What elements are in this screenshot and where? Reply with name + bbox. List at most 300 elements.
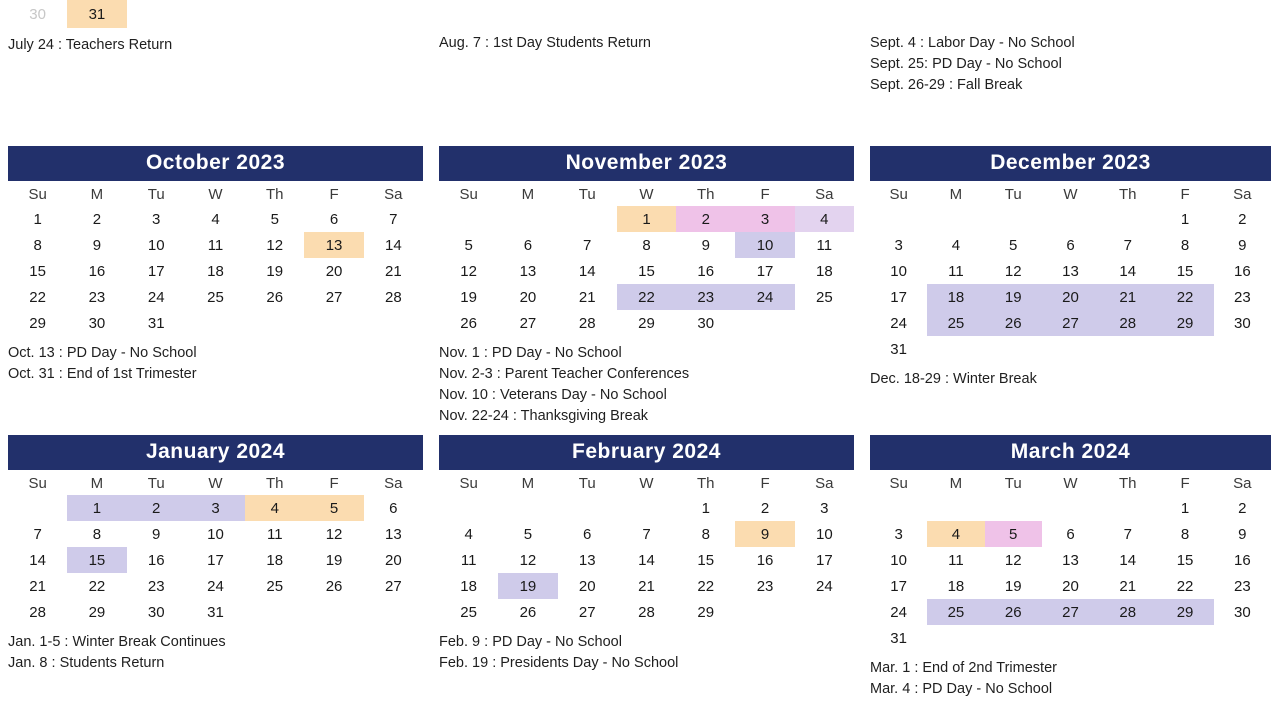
- weekday-header: M: [949, 186, 963, 203]
- day-cell[interactable]: 5: [270, 210, 279, 228]
- day-cell[interactable]: 28: [1099, 310, 1156, 336]
- month-notes: [8, 632, 423, 674]
- day-cell[interactable]: 28: [578, 314, 596, 332]
- day-cell[interactable]: 7: [33, 525, 42, 543]
- day-cell[interactable]: 1: [617, 206, 676, 232]
- day-cell[interactable]: 26: [325, 577, 343, 595]
- day-cell[interactable]: 18: [816, 262, 833, 280]
- day-cell[interactable]: 2: [676, 206, 735, 232]
- day-cell: [1042, 336, 1099, 362]
- day-cell[interactable]: 26: [985, 599, 1042, 625]
- day-cell[interactable]: 1: [33, 210, 42, 228]
- week-row: [870, 573, 1271, 599]
- day-cell[interactable]: 9: [701, 236, 710, 254]
- day-cell[interactable]: 29: [638, 314, 655, 332]
- day-cell[interactable]: 20: [325, 262, 343, 280]
- day-cell[interactable]: 20: [385, 551, 402, 569]
- day-cell[interactable]: 6: [1066, 236, 1075, 254]
- day-cell[interactable]: 27: [1042, 599, 1099, 625]
- day-cell[interactable]: 23: [756, 577, 774, 595]
- week-row: [8, 573, 423, 599]
- day-cell[interactable]: 5: [1009, 236, 1018, 254]
- day-cell[interactable]: 2: [760, 499, 770, 517]
- day-cell[interactable]: 19: [325, 551, 343, 569]
- day-cell[interactable]: 25: [927, 599, 984, 625]
- day-cell[interactable]: 23: [676, 284, 735, 310]
- day-cell[interactable]: 8: [701, 525, 710, 543]
- day-cell[interactable]: 4: [211, 210, 220, 228]
- day-cell[interactable]: 6: [523, 236, 533, 254]
- day-cell[interactable]: 6: [389, 499, 398, 517]
- month-title: December 2023: [870, 146, 1271, 181]
- day-cell[interactable]: 9: [1238, 236, 1247, 254]
- day-cell[interactable]: 27: [1042, 310, 1099, 336]
- weekday-header: Th: [1119, 475, 1137, 492]
- week-row: [439, 258, 854, 284]
- week-row: [870, 258, 1271, 284]
- day-cell[interactable]: 11: [948, 551, 964, 569]
- day-cell: [1042, 625, 1099, 651]
- day-cell[interactable]: 13: [519, 262, 537, 280]
- day-cell[interactable]: 14: [385, 236, 402, 254]
- day-cell[interactable]: 29: [29, 314, 46, 332]
- day-cell[interactable]: 31: [207, 603, 224, 621]
- day-cell[interactable]: 18: [266, 551, 284, 569]
- day-cell: [985, 206, 1042, 232]
- day-cell[interactable]: 9: [152, 525, 161, 543]
- day-cell[interactable]: 16: [147, 551, 165, 569]
- day-cell[interactable]: 3: [820, 499, 829, 517]
- day-cell[interactable]: 1: [1180, 210, 1190, 228]
- week-row: [870, 521, 1271, 547]
- day-cell[interactable]: 16: [1234, 551, 1251, 569]
- month-january-2024: [0, 435, 431, 708]
- day-cell[interactable]: 3: [152, 210, 161, 228]
- day-cell[interactable]: 24: [207, 577, 224, 595]
- day-cell[interactable]: 19: [266, 262, 284, 280]
- day-cell[interactable]: 4: [927, 521, 984, 547]
- day-cell[interactable]: 25: [207, 288, 224, 306]
- day-cell: [795, 599, 854, 625]
- week-row: [439, 599, 854, 625]
- day-cell[interactable]: 17: [207, 551, 224, 569]
- day-cell: [927, 336, 984, 362]
- day-cell[interactable]: 25: [816, 288, 833, 306]
- day-cell[interactable]: 12: [460, 262, 477, 280]
- day-cell[interactable]: 3: [894, 525, 903, 543]
- day-cell[interactable]: 4: [245, 495, 304, 521]
- month-table: [439, 470, 854, 625]
- day-cell[interactable]: 6: [1066, 525, 1075, 543]
- day-cell[interactable]: 4: [464, 525, 473, 543]
- day-cell[interactable]: 16: [756, 551, 774, 569]
- day-cell[interactable]: 20: [1062, 577, 1079, 595]
- day-cell[interactable]: 12: [1004, 262, 1022, 280]
- day-cell[interactable]: 7: [389, 210, 398, 228]
- day-cell[interactable]: 28: [638, 603, 655, 621]
- day-cell[interactable]: 21: [638, 577, 655, 595]
- august-notes: [439, 33, 854, 54]
- weekday-header: Su: [28, 475, 47, 492]
- day-cell[interactable]: 31: [890, 340, 907, 358]
- day-cell[interactable]: 10: [890, 262, 907, 280]
- day-cell[interactable]: 4: [951, 236, 961, 254]
- month-november-2023: [431, 146, 862, 435]
- day-cell[interactable]: 15: [29, 262, 46, 280]
- day-cell[interactable]: 25: [927, 310, 984, 336]
- note-line: Jan. 8 : Students Return: [8, 655, 165, 671]
- day-cell[interactable]: 2: [1238, 499, 1247, 517]
- week-row: [870, 625, 1271, 651]
- day-cell[interactable]: 13: [578, 551, 596, 569]
- day-cell[interactable]: 30: [29, 5, 46, 23]
- day-cell[interactable]: 7: [1123, 525, 1132, 543]
- weekday-header: Th: [697, 475, 715, 492]
- week-row: [439, 232, 854, 258]
- july-last-week: [8, 0, 423, 28]
- day-cell[interactable]: 13: [385, 525, 402, 543]
- day-cell[interactable]: 2: [92, 210, 102, 228]
- day-cell[interactable]: 13: [1062, 551, 1079, 569]
- weekday-header: Sa: [384, 475, 403, 492]
- week-row: [439, 521, 854, 547]
- day-cell[interactable]: 17: [147, 262, 165, 280]
- day-cell: [927, 625, 984, 651]
- day-cell[interactable]: 21: [1099, 284, 1156, 310]
- week-row: [8, 258, 423, 284]
- month-title: February 2024: [439, 435, 854, 470]
- day-cell: [558, 206, 617, 232]
- day-cell[interactable]: 21: [29, 577, 46, 595]
- weekday-header: Th: [266, 186, 284, 203]
- day-cell: [985, 495, 1042, 521]
- day-cell[interactable]: 27: [578, 603, 596, 621]
- day-cell[interactable]: [1156, 495, 1213, 521]
- day-cell[interactable]: 21: [578, 288, 596, 306]
- day-cell[interactable]: 9: [735, 521, 794, 547]
- day-cell[interactable]: 2: [127, 495, 186, 521]
- day-cell[interactable]: 23: [88, 288, 106, 306]
- day-cell[interactable]: 4: [795, 206, 854, 232]
- day-cell[interactable]: 8: [33, 236, 42, 254]
- day-cell[interactable]: 17: [890, 288, 907, 306]
- day-cell[interactable]: 17: [890, 577, 907, 595]
- month-title: January 2024: [8, 435, 423, 470]
- note-line: Jan. 1-5 : Winter Break Continues: [8, 634, 226, 650]
- weekday-header: F: [329, 475, 339, 492]
- weekday-header: M: [90, 186, 104, 203]
- day-cell[interactable]: 1: [701, 499, 710, 517]
- day-cell: [304, 0, 363, 28]
- day-cell[interactable]: 22: [1176, 577, 1194, 595]
- day-cell[interactable]: 10: [816, 525, 833, 543]
- day-cell: [186, 310, 245, 336]
- day-cell[interactable]: 28: [29, 603, 46, 621]
- day-cell[interactable]: 14: [578, 262, 596, 280]
- top-partial-september: [862, 0, 1279, 96]
- day-cell[interactable]: 15: [638, 262, 655, 280]
- day-cell[interactable]: 29: [697, 603, 715, 621]
- day-cell[interactable]: 19: [1004, 577, 1022, 595]
- day-cell[interactable]: 10: [207, 525, 224, 543]
- week-row: [8, 310, 423, 336]
- week-row: [870, 336, 1271, 362]
- day-cell: [795, 310, 854, 336]
- day-cell[interactable]: 30: [1234, 603, 1251, 621]
- week-row: [870, 310, 1271, 336]
- day-cell[interactable]: 20: [1042, 284, 1099, 310]
- week-row: [870, 206, 1271, 232]
- day-cell[interactable]: 18: [460, 577, 477, 595]
- day-cell[interactable]: 11: [266, 525, 283, 543]
- day-cell[interactable]: 30: [1234, 314, 1251, 332]
- week-row: [439, 284, 854, 310]
- week-row: [870, 599, 1271, 625]
- day-cell[interactable]: 16: [697, 262, 715, 280]
- week-row: [8, 284, 423, 310]
- july-notes: [8, 35, 423, 56]
- month-table: [439, 181, 854, 336]
- weekday-header: W: [639, 186, 654, 203]
- day-number: 1: [1180, 499, 1190, 517]
- day-cell[interactable]: 18: [927, 284, 984, 310]
- day-cell: [1099, 336, 1156, 362]
- day-cell[interactable]: 23: [147, 577, 165, 595]
- note-line: Feb. 9 : PD Day - No School: [439, 634, 622, 650]
- month-december-2023: [862, 146, 1279, 435]
- month-notes: [8, 343, 423, 385]
- day-cell[interactable]: 6: [329, 210, 339, 228]
- day-cell[interactable]: 17: [816, 551, 833, 569]
- top-partial-august: [431, 0, 862, 96]
- note-line: Feb. 19 : Presidents Day - No School: [439, 655, 679, 671]
- day-cell[interactable]: 15: [1176, 262, 1194, 280]
- day-cell[interactable]: 14: [1119, 551, 1137, 569]
- day-cell[interactable]: 27: [385, 577, 402, 595]
- day-cell[interactable]: 26: [519, 603, 537, 621]
- day-cell[interactable]: 14: [638, 551, 655, 569]
- day-cell[interactable]: 10: [147, 236, 165, 254]
- day-cell[interactable]: 19: [985, 284, 1042, 310]
- day-cell[interactable]: 5: [523, 525, 533, 543]
- day-cell[interactable]: 7: [642, 525, 651, 543]
- day-cell[interactable]: 21: [385, 262, 402, 280]
- weekday-header: F: [1180, 186, 1190, 203]
- weekday-header: Th: [266, 475, 284, 492]
- week-row: [439, 310, 854, 336]
- day-cell: [1156, 625, 1213, 651]
- weekday-header: W: [639, 475, 654, 492]
- weekday-header: Su: [28, 186, 47, 203]
- day-cell[interactable]: 18: [207, 262, 224, 280]
- day-cell[interactable]: [127, 310, 186, 336]
- day-cell[interactable]: 12: [519, 551, 537, 569]
- september-notes: [870, 33, 1271, 96]
- day-cell[interactable]: 29: [1156, 310, 1213, 336]
- month-table: [8, 470, 423, 625]
- weekday-header: Sa: [1233, 475, 1252, 492]
- day-cell[interactable]: 29: [88, 603, 106, 621]
- weekday-header: Tu: [1004, 186, 1022, 203]
- day-cell: [1214, 625, 1271, 651]
- day-cell[interactable]: 23: [1234, 577, 1251, 595]
- day-cell[interactable]: 5: [985, 521, 1042, 547]
- month-notes: [439, 343, 854, 427]
- day-cell[interactable]: 18: [947, 577, 965, 595]
- month-notes: [870, 369, 1271, 390]
- day-cell[interactable]: 11: [460, 551, 477, 569]
- day-cell[interactable]: 26: [460, 314, 477, 332]
- day-cell[interactable]: 22: [29, 288, 46, 306]
- day-cell: [364, 310, 423, 336]
- month-table: [8, 181, 423, 336]
- day-cell[interactable]: 14: [29, 551, 46, 569]
- day-cell[interactable]: 12: [1004, 551, 1022, 569]
- day-cell[interactable]: 26: [985, 310, 1042, 336]
- day-cell[interactable]: 11: [207, 236, 224, 254]
- day-cell[interactable]: 10: [735, 232, 794, 258]
- day-cell[interactable]: 22: [88, 577, 106, 595]
- day-cell[interactable]: 29: [1156, 599, 1213, 625]
- day-cell[interactable]: 28: [1099, 599, 1156, 625]
- day-cell[interactable]: 24: [735, 284, 794, 310]
- day-cell[interactable]: 7: [1123, 236, 1132, 254]
- weekday-header: Sa: [815, 475, 834, 492]
- day-cell[interactable]: 16: [1234, 262, 1251, 280]
- day-cell[interactable]: 11: [816, 236, 833, 254]
- day-cell[interactable]: 26: [266, 288, 284, 306]
- day-cell[interactable]: 12: [266, 236, 284, 254]
- week-row: [8, 521, 423, 547]
- day-cell[interactable]: 8: [92, 525, 102, 543]
- day-cell[interactable]: 10: [890, 551, 907, 569]
- note-line: Oct. 13 : PD Day - No School: [8, 345, 197, 361]
- day-cell[interactable]: 30: [147, 603, 165, 621]
- week-row: [870, 495, 1271, 521]
- day-cell: [617, 495, 676, 521]
- week-row: [439, 495, 854, 521]
- day-cell[interactable]: 12: [325, 525, 343, 543]
- day-cell[interactable]: 24: [890, 603, 907, 621]
- day-cell[interactable]: 25: [266, 577, 284, 595]
- day-cell[interactable]: 23: [1234, 288, 1251, 306]
- day-cell: [735, 599, 794, 625]
- day-cell[interactable]: 27: [519, 314, 537, 332]
- day-cell[interactable]: 24: [890, 314, 907, 332]
- weekday-header: Th: [1119, 186, 1137, 203]
- day-cell[interactable]: 5: [464, 236, 473, 254]
- day-cell[interactable]: 22: [697, 577, 715, 595]
- month-october-2023: [0, 146, 431, 435]
- day-cell[interactable]: 13: [304, 232, 363, 258]
- day-cell[interactable]: 24: [816, 577, 833, 595]
- day-cell[interactable]: 15: [697, 551, 715, 569]
- weekday-header: Su: [889, 186, 908, 203]
- day-cell[interactable]: 19: [498, 573, 557, 599]
- day-cell[interactable]: 27: [325, 288, 343, 306]
- weekday-header: F: [760, 475, 770, 492]
- day-cell: [364, 599, 423, 625]
- day-cell: [245, 599, 304, 625]
- day-cell[interactable]: 21: [1119, 577, 1137, 595]
- day-cell[interactable]: 6: [583, 525, 592, 543]
- weekday-header: Sa: [1233, 186, 1252, 203]
- day-cell[interactable]: 14: [1119, 262, 1137, 280]
- day-cell[interactable]: 8: [1180, 236, 1190, 254]
- day-cell[interactable]: 7: [583, 236, 592, 254]
- note-line: Nov. 1 : PD Day - No School: [439, 345, 622, 361]
- day-cell[interactable]: 15: [1176, 551, 1194, 569]
- day-cell[interactable]: 31: [67, 0, 126, 28]
- day-cell[interactable]: 15: [67, 547, 126, 573]
- week-row: [8, 206, 423, 232]
- day-cell[interactable]: 30: [697, 314, 715, 332]
- day-cell[interactable]: 20: [578, 577, 596, 595]
- day-cell[interactable]: 1: [67, 495, 126, 521]
- note-line: July 24 : Teachers Return: [8, 37, 173, 53]
- weekday-header: F: [760, 186, 770, 203]
- day-cell[interactable]: 2: [1238, 210, 1247, 228]
- day-cell: [245, 0, 304, 28]
- day-cell[interactable]: 22: [617, 284, 676, 310]
- day-cell: [985, 336, 1042, 362]
- month-notes: [870, 658, 1271, 700]
- weekday-header: Th: [697, 186, 715, 203]
- day-cell[interactable]: 19: [460, 288, 477, 306]
- note-line: Nov. 10 : Veterans Day - No School: [439, 387, 667, 403]
- day-cell: [304, 310, 363, 336]
- month-notes: [439, 632, 854, 674]
- day-cell[interactable]: 24: [147, 288, 165, 306]
- weekday-header: Tu: [147, 475, 165, 492]
- day-cell[interactable]: 5: [304, 495, 363, 521]
- months-grid: [0, 146, 1279, 708]
- day-cell[interactable]: 16: [88, 262, 106, 280]
- day-cell[interactable]: 28: [385, 288, 402, 306]
- day-cell[interactable]: 13: [1062, 262, 1079, 280]
- weekday-header: Su: [459, 475, 478, 492]
- day-cell: [985, 625, 1042, 651]
- weekday-header: Sa: [384, 186, 403, 203]
- week-row: [8, 547, 423, 573]
- day-cell[interactable]: 8: [642, 236, 651, 254]
- day-cell[interactable]: 20: [519, 288, 537, 306]
- day-cell[interactable]: 31: [890, 629, 907, 647]
- day-cell: [735, 310, 794, 336]
- day-cell[interactable]: 3: [186, 495, 245, 521]
- day-cell[interactable]: 25: [460, 603, 477, 621]
- weekday-header: W: [1063, 186, 1078, 203]
- weekday-header: Tu: [1004, 475, 1022, 492]
- note-line: Mar. 4 : PD Day - No School: [870, 681, 1053, 697]
- day-cell[interactable]: 11: [948, 262, 964, 280]
- day-cell[interactable]: 3: [894, 236, 903, 254]
- day-cell[interactable]: 22: [1156, 284, 1213, 310]
- month-title: October 2023: [8, 146, 423, 181]
- day-cell[interactable]: 9: [92, 236, 102, 254]
- day-cell[interactable]: 8: [1180, 525, 1190, 543]
- day-cell[interactable]: 9: [1238, 525, 1247, 543]
- day-cell[interactable]: 17: [756, 262, 774, 280]
- note-line: Mar. 1 : End of 2nd Trimester: [870, 660, 1057, 676]
- month-march-2024: [862, 435, 1279, 708]
- day-cell: [870, 495, 927, 521]
- day-cell[interactable]: 30: [88, 314, 106, 332]
- day-cell: [1099, 625, 1156, 651]
- day-cell[interactable]: 3: [735, 206, 794, 232]
- week-row: [439, 547, 854, 573]
- top-partial-july: [0, 0, 431, 96]
